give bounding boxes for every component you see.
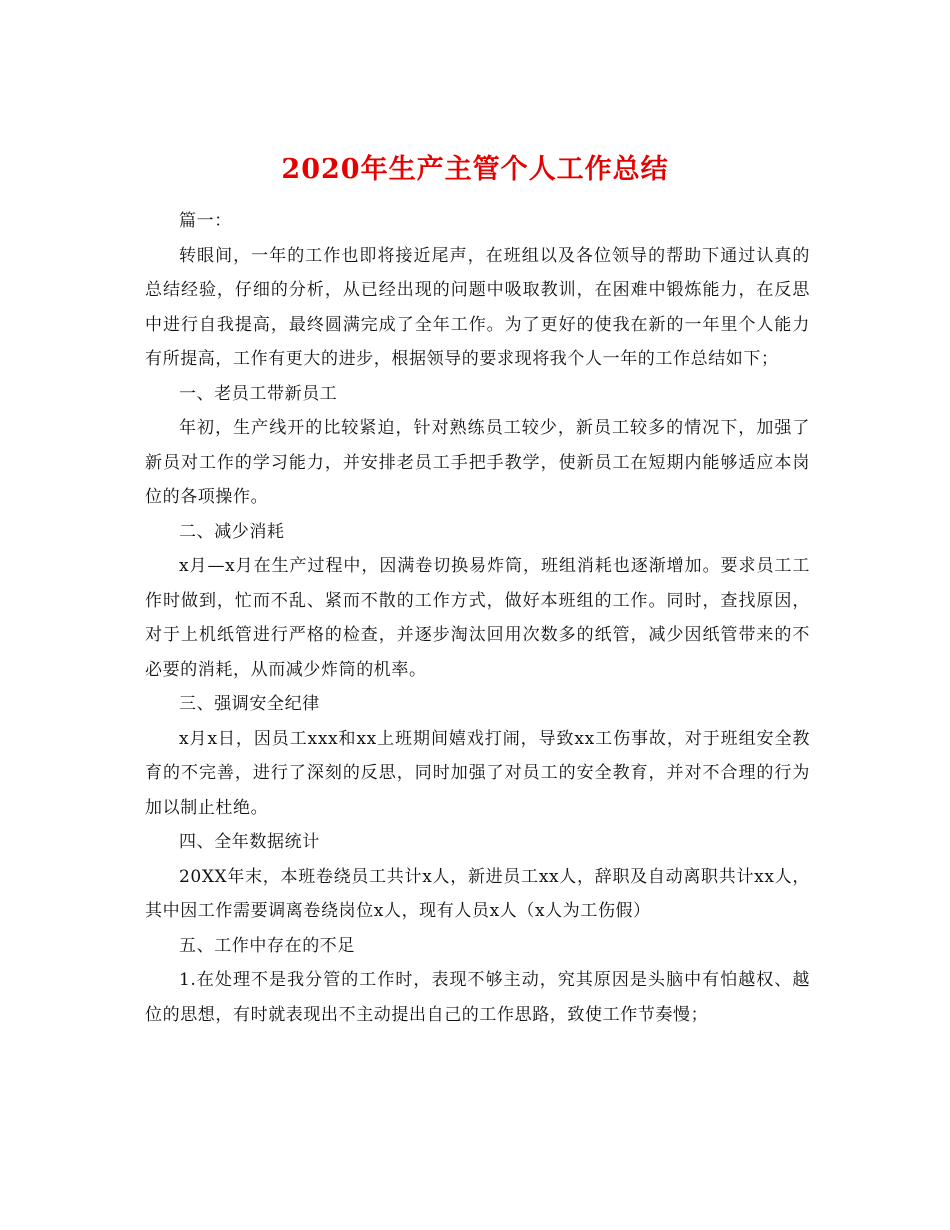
section-heading-4: 四、全年数据统计 bbox=[179, 832, 320, 852]
section-heading-3: 三、强调安全纪律 bbox=[179, 694, 320, 714]
section-heading-2: 二、减少消耗 bbox=[179, 521, 285, 542]
section-1-paragraph: 年初，生产线开的比较紧迫，针对熟练员工较少，新员工较多的情况下，加强了新员对工作的学习能力，并安排老员工手把手教学，使新员工在短期内能够适应本岗位的各项操作。 bbox=[145, 418, 810, 507]
intro-paragraph: 转眼间，一年的工作也即将接近尾声，在班组以及各位领导的帮助下通过认真的总结经验，仔细的分析，从已经出现的问题中吸取教训，在困难中锻炼能力，在反思中进行自我提高，最终圆满完成了全年工作。为了更好的使我在新的一年里个人能力有所提高，工作有更大的进步，根据领导的要求现将我个人一年的工作总结如下； bbox=[145, 245, 810, 369]
section-heading-5: 五、工作中存在的不足 bbox=[179, 935, 355, 956]
section-heading-1: 一、老员工带新员工 bbox=[179, 383, 338, 404]
section-5-paragraph: 1.在处理不是我分管的工作时，表现不够主动，究其原因是头脑中有怕越权、越位的思想，有时就表现出不主动提出自己的工作思路，致使工作节奏慢； bbox=[145, 970, 810, 1025]
section-3-paragraph: x月x日，因员工xxx和xx上班期间嬉戏打闹，导致xx工伤事故，对于班组安全教育的不完善，进行了深刻的反思，同时加强了对员工的安全教育，并对不合理的行为加以制止杜绝。 bbox=[145, 728, 810, 818]
section-label: 篇一： bbox=[179, 211, 232, 231]
document-title: 2020年生产主管个人工作总结 bbox=[281, 154, 669, 186]
section-2-paragraph: x月—x月在生产过程中，因满卷切换易炸筒，班组消耗也逐渐增加。要求员工工作时做到，忙而不乱、紧而不散的工作方式，做好本班组的工作。同时，查找原因，对于上机纸管进行严格的检查，并逐步淘汰回用次数多的纸管，减少因纸管带来的不必要的消耗，从而减少炸筒的机率。 bbox=[145, 556, 810, 680]
document-body bbox=[145, 204, 810, 1032]
section-4-paragraph: 20XX年末，本班卷绕员工共计x人，新进员工xx人，辞职及自动离职共计xx人，其中因工作需要调离卷绕岗位x人，现有人员x人（x人为工伤假） bbox=[145, 866, 810, 921]
